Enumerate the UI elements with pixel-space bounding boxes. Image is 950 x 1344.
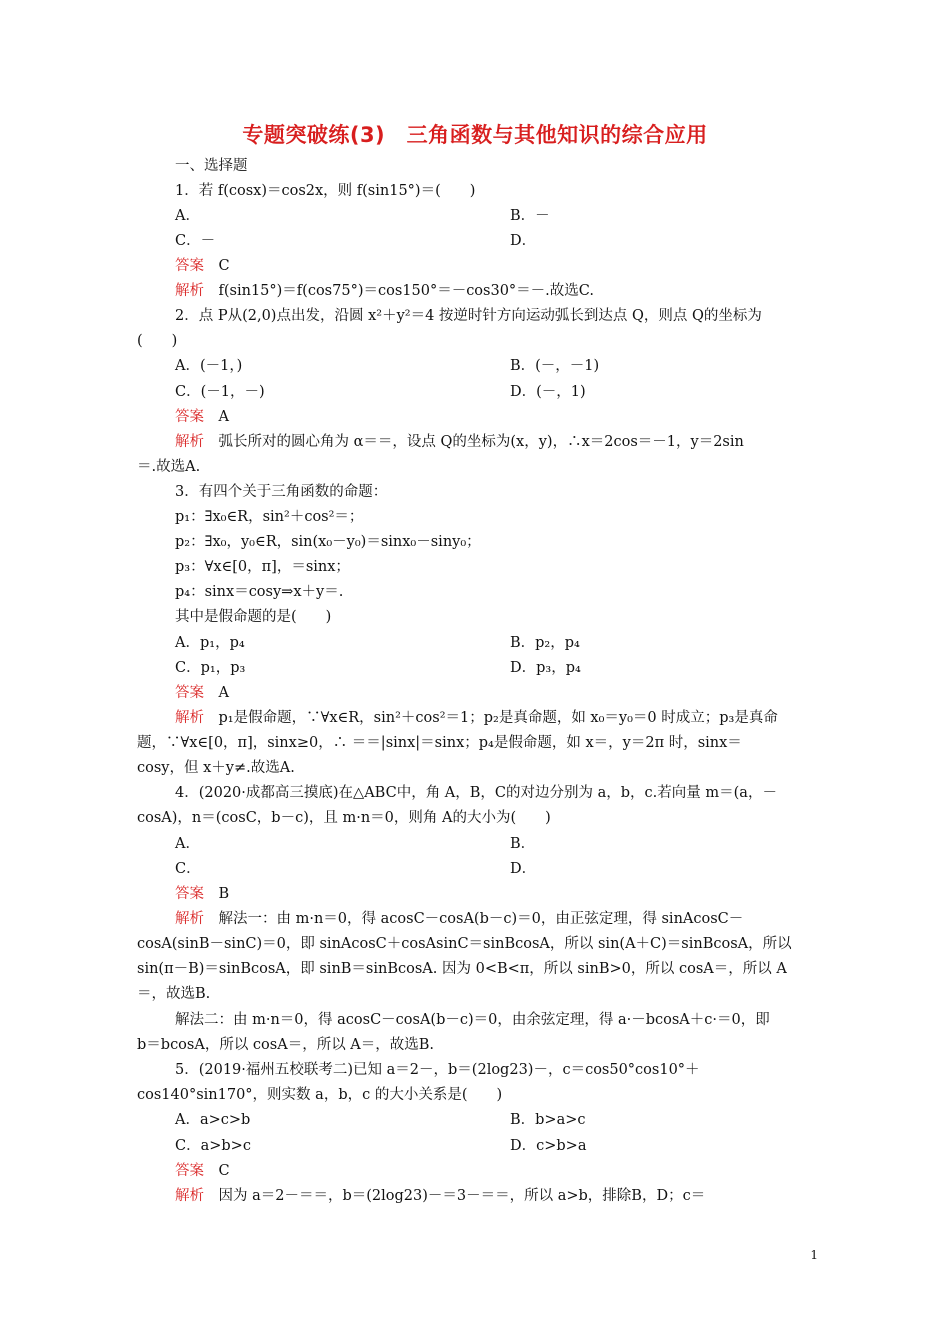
answer-label: 答案 [175, 409, 204, 425]
q3-p4: p₄：sinx＝cosy⇒x＋y＝. [175, 584, 344, 600]
q3-option-b: B．p₂，p₄ [510, 635, 580, 651]
q4-stem-1: 4．(2020·成都高三摸底)在△ABC中，角 A，B，C的对边分别为 a，b，c.若向量 m＝(a，－ [175, 785, 777, 801]
q5-option-c: C．a>b>c [175, 1138, 251, 1154]
q4-option-c: C． [175, 861, 201, 877]
q1-answer [175, 256, 230, 276]
q4-analysis-text-6: b＝bcosA，所以 cosA＝，所以 A＝，故选B. [137, 1037, 435, 1053]
q4-analysis-text-3: sin(π－B)＝sinBcosA，即 sinB＝sinBcosA. 因为 0<B<π，所以 sinB>0，所以 cosA＝，所以 A [137, 961, 787, 977]
q3-stem: 3．有四个关于三角函数的命题： [175, 484, 388, 500]
q1-option-c: C．－ [175, 233, 216, 249]
q4-option-b: B． [510, 836, 536, 852]
q5-stem-1: 5．(2019·福州五校联考二)已知 a＝2－，b＝(2log23)－，c＝cos50°cos10°＋ [175, 1062, 700, 1078]
q3-option-d: D．p₃，p₄ [510, 660, 581, 676]
q2-analysis [175, 432, 744, 452]
q2-analysis-cont: ＝.故选A. [137, 459, 201, 475]
q4-option-a: A． [175, 836, 200, 852]
q4-analysis-text-1: 解法一：由 m·n＝0，得 acosC－cosA(b－c)＝0，由正弦定理，得 sinAcosC－ [218, 911, 744, 927]
q2-stem-cont: ( ) [137, 333, 178, 349]
q3-option-c: C．p₁，p₃ [175, 660, 246, 676]
analysis-label: 解析 [175, 1188, 204, 1204]
q5-analysis-text: 因为 a＝2－＝＝，b＝(2log23)－＝3－＝＝，所以 a>b，排除B，D；c＝ [218, 1188, 706, 1204]
q5-stem-2: cos140°sin170°，则实数 a，b，c 的大小关系是( ) [137, 1087, 503, 1103]
q1-option-b: B．－ [510, 208, 550, 224]
q5-option-a: A．a>c>b [175, 1112, 251, 1128]
q3-analysis-text-1: p₁是假命题，∵∀x∈R，sin²＋cos²＝1；p₂是真命题，如 x₀＝y₀＝0 时成立；p₃是真命 [218, 710, 778, 726]
q3-option-a: A．p₁，p₄ [175, 635, 245, 651]
q1-stem: 1．若 f(cosx)＝cos2x，则 f(sin15°)＝( ) [175, 183, 476, 199]
q4-analysis-text-2: cosA(sinB－sinC)＝0，即 sinAcosC＋cosAsinC＝sinBcosA，所以 sin(A＋C)＝sinBcosA，所以 [137, 936, 792, 952]
q4-stem-2: cosA)，n＝(cosC，b－c)，且 m·n＝0，则角 A的大小为( ) [137, 810, 551, 826]
q1-analysis [175, 281, 594, 301]
q3-analysis-text-2: 题，∵∀x∈[0，π]，sinx≥0，∴ ＝＝|sinx|＝sinx；p₄是假命题，如 x＝，y＝2π 时，sinx＝ [137, 735, 742, 751]
q3-answer-value: A [218, 685, 229, 701]
page-title: 专题突破练(3) 三角函数与其他知识的综合应用 [242, 123, 708, 147]
q1-option-d: D． [510, 233, 537, 249]
q2-option-d: D．(－，1) [510, 384, 586, 400]
q1-option-a: A． [175, 208, 200, 224]
page-number: 1 [810, 1248, 818, 1262]
q3-answer [175, 683, 229, 703]
q5-analysis [175, 1186, 705, 1206]
q2-answer [175, 407, 229, 427]
q2-analysis-text: 弧长所对的圆心角为 α＝＝，设点 Q的坐标为(x，y)，∴x＝2cos＝－1，y＝2sin [218, 434, 744, 450]
analysis-label: 解析 [175, 911, 204, 927]
q2-option-a: A．(－1，) [175, 358, 243, 374]
q3-p2: p₂：∃x₀，y₀∈R，sin(x₀－y₀)＝sinx₀－siny₀； [175, 534, 481, 550]
q3-p1: p₁：∃x₀∈R，sin²＋cos²＝； [175, 509, 364, 525]
q4-analysis-text-4: ＝，故选B. [137, 986, 211, 1002]
analysis-label: 解析 [175, 283, 204, 299]
q1-analysis-text: f(sin15°)＝f(cos75°)＝cos150°＝－cos30°＝－.故选C. [218, 283, 594, 299]
answer-label: 答案 [175, 886, 204, 902]
q5-option-b: B．b>a>c [510, 1112, 586, 1128]
q2-option-b: B．(－，－1) [510, 358, 600, 374]
q4-analysis-text-5: 解法二：由 m·n＝0，得 acosC－cosA(b－c)＝0，由余弦定理，得 a·－bcosA＋c·＝0，即 [175, 1012, 770, 1028]
q4-option-d: D． [510, 861, 537, 877]
q4-answer [175, 884, 229, 904]
q5-option-d: D．c>b>a [510, 1138, 587, 1154]
q2-stem: 2．点 P从(2,0)点出发，沿圆 x²＋y²＝4 按逆时针方向运动弧长到达点 Q，则点 Q的坐标为 [175, 308, 762, 324]
section-heading: 一、选择题 [175, 158, 248, 174]
analysis-label: 解析 [175, 710, 204, 726]
q4-answer-value: B [218, 886, 230, 902]
q3-analysis [175, 708, 778, 728]
answer-label: 答案 [175, 685, 204, 701]
answer-label: 答案 [175, 258, 204, 274]
q2-option-c: C．(－1，－) [175, 384, 265, 400]
q1-answer-value: C [218, 258, 230, 274]
q5-answer [175, 1161, 230, 1181]
q5-answer-value: C [218, 1163, 230, 1179]
answer-label: 答案 [175, 1163, 204, 1179]
analysis-label: 解析 [175, 434, 204, 450]
q3-p3: p₃：∀x∈[0，π]，＝sinx； [175, 559, 350, 575]
q2-answer-value: A [218, 409, 229, 425]
q3-analysis-text-3: cosy，但 x＋y≠.故选A. [137, 760, 295, 776]
q3-question: 其中是假命题的是( ) [175, 609, 332, 625]
q4-analysis [175, 909, 743, 929]
